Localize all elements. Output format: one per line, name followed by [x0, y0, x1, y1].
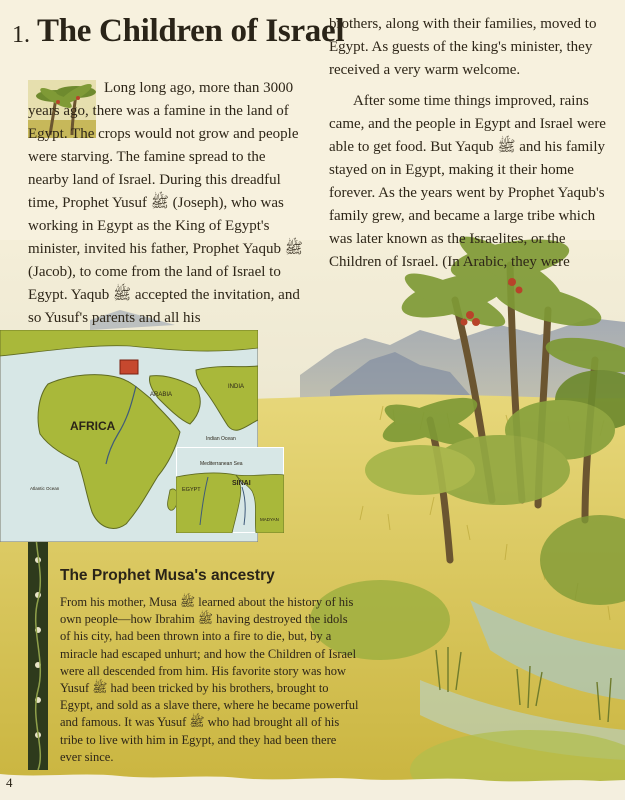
sinai-inset-map: [176, 447, 284, 533]
body-paragraph-3: After some time things improved, rains came, and the people in Egypt and Israel were able to get food. But Yaqub ﷺ and his family stayed on in Egypt, making it their home forever. As the years went by Prophet Yaqub's family grew, and became a large tribe which was later known as the Israelites, or the Children of Israel. (In Arabic, they were: [329, 93, 606, 270]
sidebar-body: [60, 594, 360, 766]
sidebar-paragraph: From his mother, Musa ﷺ learned about the history of his own people—how Ibrahim ﷺ having destroyed the idols of his city, had been thrown into a fire to die, but, by a miracle had escaped unhurt; and how the Children of Israel were all descended from him. His favorite story was how Yusuf ﷺ had been tricked by his brothers, brought to Egypt, and sold as a slave there, where he became powerful and famous. It was Yusuf ﷺ who had brought all of his tribe to live with him in Egypt, and they had been there ever since.: [60, 595, 359, 764]
label-egypt: EGYPT: [182, 487, 201, 493]
label-atlantic-ocean: Atlantic Ocean: [30, 486, 60, 491]
label-africa: AFRICA: [70, 419, 116, 433]
label-arabia: ARABIA: [150, 392, 173, 398]
page-number: 4: [6, 775, 13, 790]
label-indian-ocean: Indian Ocean: [206, 436, 236, 442]
label-madyan: MADYAN: [260, 517, 279, 522]
label-india: INDIA: [228, 384, 245, 390]
body-text-left-column: [28, 77, 308, 330]
chapter-number: 1.: [12, 22, 30, 48]
body-text-right-column: [329, 13, 611, 274]
sidebar-title: The Prophet Musa's ancestry: [60, 567, 275, 584]
body-paragraph-1: Long long ago, more than 3000 years ago, there was a famine in the land of Egypt. The crops would not grow and people were starving. The famine spread to the nearby land of Israel. During this dreadful time, Prophet Yusuf ﷺ (Joseph), who was working in Egypt as the King of Egypt's minister, invited his father, Prophet Yaqub ﷺ (Jacob), to come from the land of Israel to Egypt. Yaqub ﷺ accepted the invitation, and so Yusuf's parents and all his: [28, 80, 303, 326]
body-paragraph-2: brothers, along with their families, moved to Egypt. As guests of the king's minister, they received a very warm welcome.: [329, 16, 597, 78]
chapter-title: The Children of Israel: [37, 13, 345, 49]
label-mediterranean-sea: Mediterranean Sea: [200, 461, 243, 467]
label-sinai: SINAI: [232, 480, 251, 487]
torn-paper-edge: [0, 770, 625, 800]
